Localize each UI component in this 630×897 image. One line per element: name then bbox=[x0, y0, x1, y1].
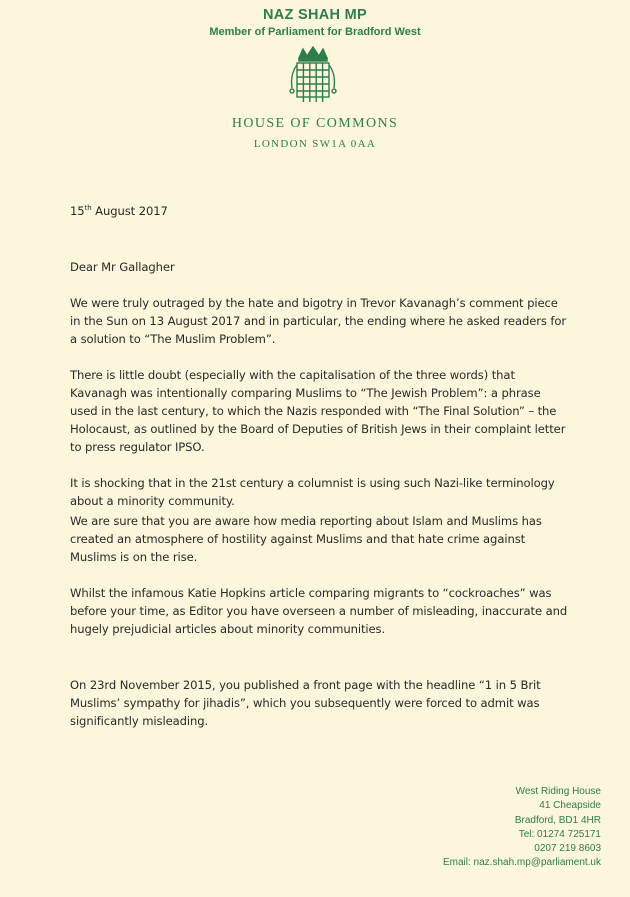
address-line: 41 Cheapside bbox=[539, 800, 601, 812]
mp-role: Member of Parliament for Bradford West bbox=[209, 26, 421, 38]
address-line: West Riding House bbox=[515, 786, 601, 797]
paragraph: On 23rd November 2015, you published a front page with the headline “1 in 5 Brit Muslims’ sympathy for jihadis”, which you subsequently were forced to admit was significantly misleading. bbox=[70, 678, 541, 728]
salutation: Dear Mr Gallagher bbox=[70, 260, 175, 274]
city-postcode: LONDON SW1A 0AA bbox=[253, 138, 377, 150]
paragraph: Whilst the infamous Katie Hopkins article comparing migrants to “cockroaches” was before your time, as Editor you have overseen a number of misleading, inaccurate and hugely prejudicial articles about minority communities. bbox=[70, 586, 568, 636]
address-line: Bradford, BD1 4HR bbox=[514, 814, 601, 826]
paragraph: It is shocking that in the 21st century a columnist is using such Nazi-like terminology about a minority community. bbox=[70, 476, 555, 508]
telephone: Tel: 01274 725171 bbox=[518, 828, 601, 840]
email: Email: naz.shah.mp@parliament.uk bbox=[443, 857, 601, 869]
paragraph: We are sure that you are aware how media reporting about Islam and Muslims has created an atmosphere of hostility against Muslims and that hate crime against Muslims is on the rise. bbox=[70, 514, 542, 564]
office-address bbox=[443, 785, 601, 871]
paragraph: There is little doubt (especially with the capitalisation of the three words) that Kavanagh was intentionally comparing Muslims to “The Jewish Problem”: a phrase used in the last century, to which the Nazis responded with “The Final Solution” – the Holocaust, as outlined by the Board of Deputies of British Jews in their complaint letter to press regulator IPSO. bbox=[70, 368, 566, 454]
telephone-alt: 0207 219 8603 bbox=[534, 843, 601, 855]
mp-name: NAZ SHAH MP bbox=[263, 7, 367, 23]
letter-date: 15th August 2017 bbox=[70, 204, 168, 218]
house-of-commons: HOUSE OF COMMONS bbox=[231, 116, 399, 131]
portcullis-icon bbox=[285, 44, 341, 106]
paragraph: We were truly outraged by the hate and bigotry in Trevor Kavanagh’s comment piece in the Sun on 13 August 2017 and in particular, the ending where he asked readers for a solution to “The Muslim Problem”. bbox=[70, 296, 567, 346]
